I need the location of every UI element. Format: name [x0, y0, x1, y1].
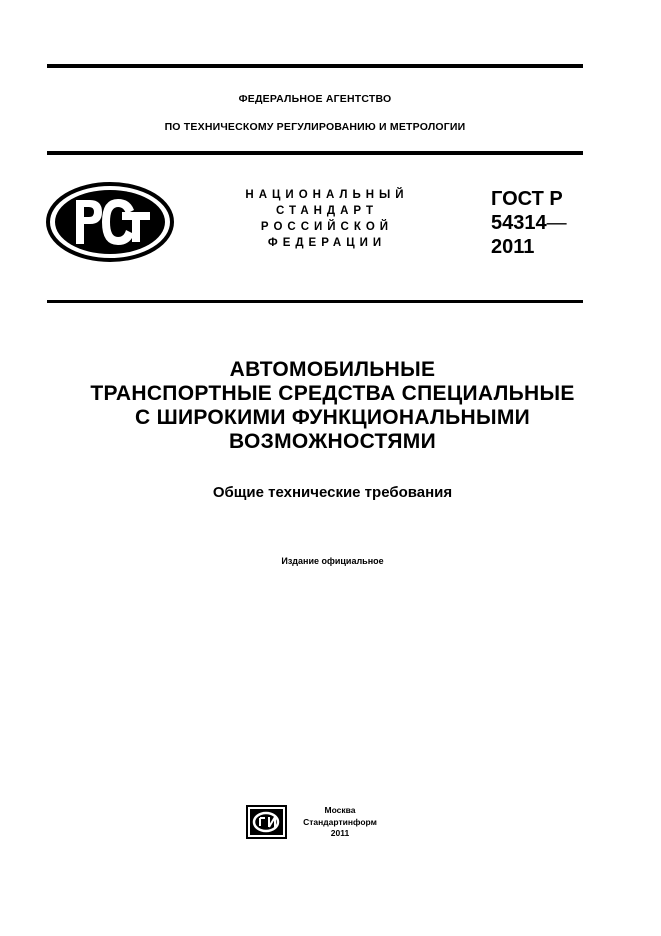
title-line: ВОЗМОЖНОСТЯМИ	[229, 430, 436, 453]
title-line: С ШИРОКИМИ ФУНКЦИОНАЛЬНЫМИ	[134, 406, 531, 429]
bottom-rule	[47, 300, 583, 303]
title-line: ТРАНСПОРТНЫЕ СРЕДСТВА СПЕЦИАЛЬНЫЕ	[90, 382, 575, 405]
designation-year: 2011	[491, 236, 535, 258]
national-standard-line: РОССИЙСКОЙ	[260, 221, 394, 233]
publisher-name: Стандартинформ	[303, 816, 377, 827]
national-standard-line: НАЦИОНАЛЬНЫЙ	[245, 189, 409, 201]
middle-rule	[47, 151, 583, 155]
designation-number-line	[491, 211, 567, 235]
agency-subtitle: ПО ТЕХНИЧЕСКОМУ РЕГУЛИРОВАНИЮ И МЕТРОЛОГИИ	[164, 121, 466, 133]
publisher-year: 2011	[330, 828, 350, 838]
national-standard-line: ФЕДЕРАЦИИ	[267, 237, 387, 249]
document-subtitle: Общие технические требования	[212, 484, 453, 501]
national-standard-line: СТАНДАРТ	[276, 205, 378, 217]
title-line: АВТОМОБИЛЬНЫЕ	[229, 358, 436, 381]
rst-logo	[46, 182, 174, 262]
designation-number: 54314	[491, 212, 547, 234]
national-standard-label	[232, 187, 422, 251]
publisher-info	[292, 805, 388, 840]
standard-designation	[491, 187, 567, 259]
top-rule	[47, 64, 583, 68]
document-title	[47, 358, 618, 454]
edition-note: Издание официальное	[281, 556, 384, 566]
designation-dash: —	[546, 212, 567, 234]
designation-prefix: ГОСТ Р	[491, 188, 563, 210]
standartinform-logo	[246, 805, 287, 839]
publisher-city: Москва	[324, 805, 356, 815]
agency-name: ФЕДЕРАЛЬНОЕ АГЕНТСТВО	[238, 93, 392, 105]
